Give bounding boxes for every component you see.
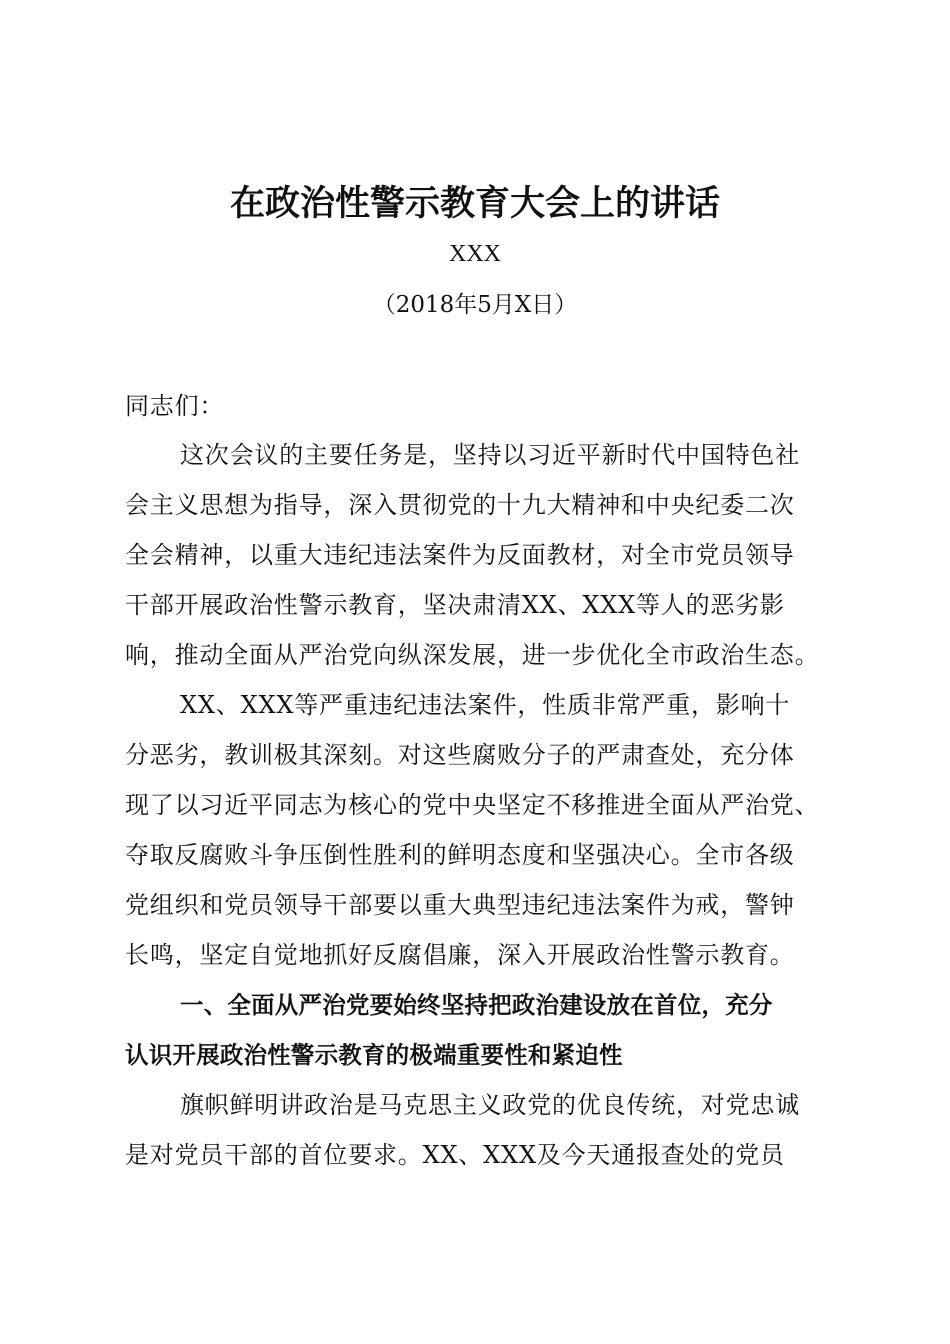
paragraph-line: 旗帜鲜明讲政治是马克思主义政党的优良传统，对党忠诚 bbox=[180, 1091, 800, 1119]
paragraph-line: 会主义思想为指导，深入贯彻党的十九大精神和中央纪委二次 bbox=[125, 491, 795, 519]
paragraph-line: 响，推动全面从严治党向纵深发展，进一步优化全市政治生态。 bbox=[125, 641, 820, 669]
paragraph-line: 这次会议的主要任务是，坚持以习近平新时代中国特色社 bbox=[180, 441, 800, 469]
paragraph-line: 现了以习近平同志为核心的党中央坚定不移推进全面从严治党、 bbox=[125, 791, 820, 819]
section-heading: 认识开展政治性警示教育的极端重要性和紧迫性 bbox=[125, 1041, 623, 1069]
salutation: 同志们： bbox=[125, 392, 225, 420]
paragraph-line: 全会精神，以重大违纪违法案件为反面教材，对全市党员领导 bbox=[125, 541, 795, 569]
document-date: （2018年5月X日） bbox=[372, 292, 578, 318]
section-heading: 一、全面从严治党要始终坚持把政治建设放在首位，充分 bbox=[180, 991, 773, 1019]
document-author: XXX bbox=[449, 241, 501, 267]
paragraph-line: XX、XXX等严重违纪违法案件，性质非常严重，影响十 bbox=[180, 691, 791, 719]
paragraph-line: 长鸣，坚定自觉地抓好反腐倡廉，深入开展政治性警示教育。 bbox=[125, 941, 795, 969]
paragraph-line: 是对党员干部的首位要求。XX、XXX及今天通报查处的党员 bbox=[125, 1141, 785, 1169]
paragraph-line: 干部开展政治性警示教育，坚决肃清XX、XXX等人的恶劣影 bbox=[125, 591, 785, 619]
paragraph-line: 党组织和党员领导干部要以重大典型违纪违法案件为戒，警钟 bbox=[125, 891, 795, 919]
paragraph-line: 夺取反腐败斗争压倒性胜利的鲜明态度和坚强决心。全市各级 bbox=[125, 841, 795, 869]
paragraph-line: 分恶劣，教训极其深刻。对这些腐败分子的严肃查处，充分体 bbox=[125, 741, 795, 769]
document-title: 在政治性警示教育大会上的讲话 bbox=[229, 183, 720, 224]
